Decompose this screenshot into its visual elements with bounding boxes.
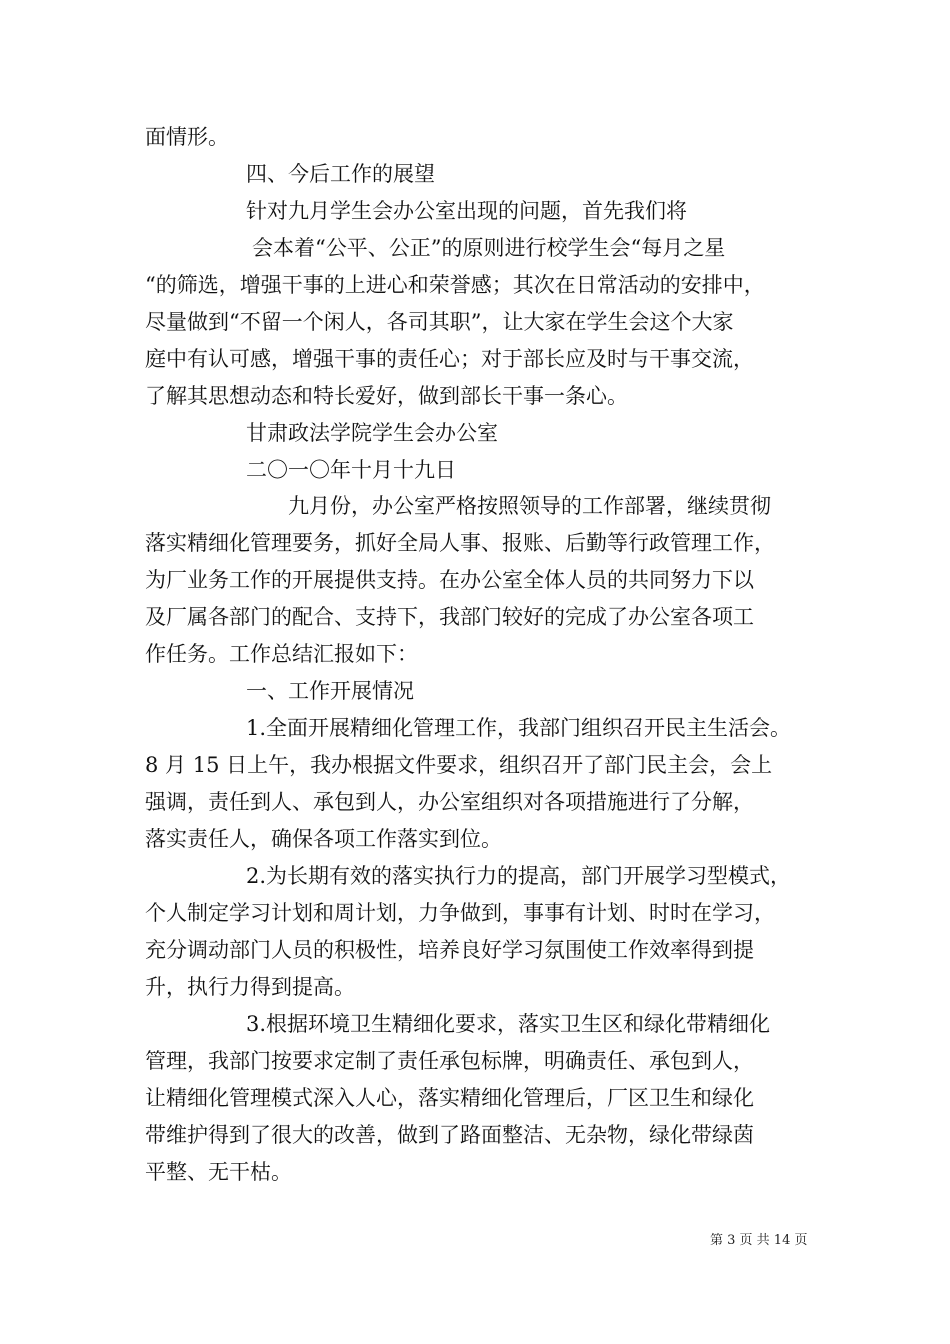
paragraph-line: 让精细化管理模式深入人心，落实精细化管理后，厂区卫生和绿化	[145, 1086, 754, 1110]
paragraph-line: 强调，责任到人、承包到人，办公室组织对各项措施进行了分解，	[145, 790, 754, 814]
paragraph-line: 作任务。工作总结汇报如下：	[145, 642, 418, 666]
paragraph-line: 3.根据环境卫生精细化要求，落实卫生区和绿化带精细化	[246, 1012, 771, 1036]
signature-organization: 甘肃政法学院学生会办公室	[246, 421, 498, 445]
paragraph-line: 及厂属各部门的配合、支持下，我部门较好的完成了办公室各项工	[145, 605, 754, 629]
page-number: 第 3 页 共 14 页	[710, 1233, 808, 1248]
paragraph-line: 面情形。	[145, 125, 229, 149]
paragraph-line: 个人制定学习计划和周计划，力争做到，事事有计划、时时在学习，	[145, 901, 775, 925]
paragraph-line: 尽量做到“不留一个闲人，各司其职”，让大家在学生会这个大家	[145, 310, 734, 334]
paragraph-line: 平整、无干枯。	[145, 1160, 292, 1184]
paragraph-line: 九月份，办公室严格按照领导的工作部署，继续贯彻	[288, 494, 771, 518]
paragraph-line: 升，执行力得到提高。	[145, 975, 355, 999]
paragraph-line: 充分调动部门人员的积极性，培养良好学习氛围使工作效率得到提	[145, 938, 754, 962]
paragraph-line: 管理，我部门按要求定制了责任承包标牌，明确责任、承包到人，	[145, 1049, 754, 1073]
paragraph-line: 针对九月学生会办公室出现的问题，首先我们将	[246, 199, 687, 223]
paragraph-line: 为厂业务工作的开展提供支持。在办公室全体人员的共同努力下以	[145, 568, 754, 592]
paragraph-line: 落实责任人，确保各项工作落实到位。	[145, 827, 502, 851]
paragraph-line: 庭中有认可感，增强干事的责任心；对于部长应及时与干事交流，	[145, 347, 754, 371]
paragraph-line: 1.全面开展精细化管理工作，我部门组织召开民主生活会。	[246, 716, 792, 740]
section-heading: 四、今后工作的展望	[246, 162, 435, 186]
paragraph-line: 了解其思想动态和特长爱好，做到部长干事一条心。	[145, 384, 628, 408]
paragraph-line: 会本着“公平、公正”的原则进行校学生会“每月之星	[252, 236, 726, 260]
section-heading: 一、工作开展情况	[246, 679, 414, 703]
paragraph-line: 8 月 15 日上午，我办根据文件要求，组织召开了部门民主会，会上	[145, 753, 773, 777]
paragraph-line: “的筛选，增强干事的上进心和荣誉感；其次在日常活动的安排中，	[145, 273, 765, 297]
signature-date: 二〇一〇年十月十九日	[246, 458, 456, 482]
paragraph-line: 落实精细化管理要务，抓好全局人事、报账、后勤等行政管理工作，	[145, 531, 775, 555]
paragraph-line: 带维护得到了很大的改善，做到了路面整洁、无杂物，绿化带绿茵	[145, 1123, 754, 1147]
paragraph-line: 2.为长期有效的落实执行力的提高，部门开展学习型模式，	[246, 864, 792, 888]
